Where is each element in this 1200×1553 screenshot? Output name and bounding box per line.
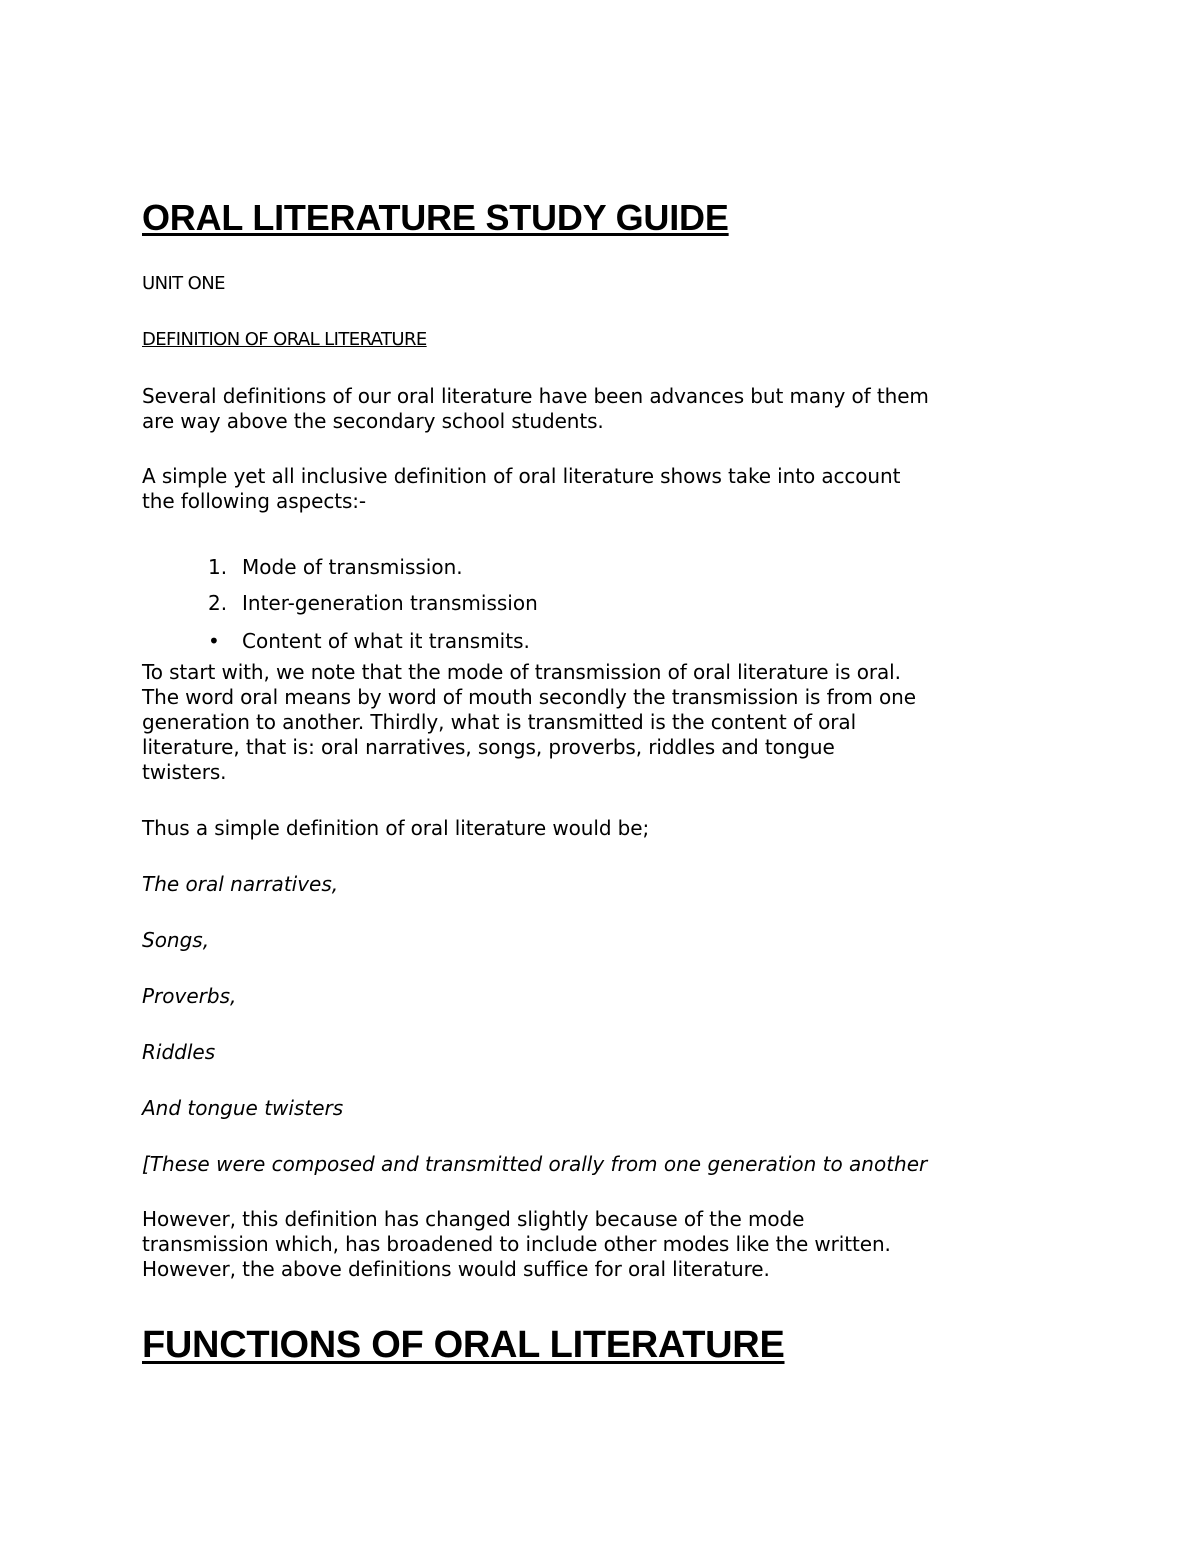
paragraph-explanation	[142, 660, 916, 785]
paragraph-line: the following aspects:-	[142, 489, 367, 513]
document-title: ORAL LITERATURE STUDY GUIDE	[142, 197, 729, 238]
paragraph-line: are way above the secondary school students.	[142, 409, 604, 433]
list-item-text: Content of what it transmits.	[242, 629, 530, 653]
list-marker: 1.	[208, 555, 228, 579]
list-item	[142, 588, 538, 624]
paragraph-intro	[142, 384, 929, 434]
paragraph-line: Several definitions of our oral literature have been advances but many of them	[142, 384, 929, 408]
definition-heading: DEFINITION OF ORAL LITERATURE	[142, 329, 427, 350]
list-item-text: Mode of transmission.	[242, 555, 463, 579]
bullet-icon: •	[208, 629, 220, 653]
paragraph-line: However, the above definitions would suffice for oral literature.	[142, 1257, 770, 1281]
paragraph-line: generation to another. Thirdly, what is transmitted is the content of oral	[142, 710, 857, 734]
list-item	[142, 552, 538, 588]
paragraph-aspects-intro	[142, 464, 900, 514]
paragraph-conclusion	[142, 1207, 891, 1282]
aspects-list	[142, 552, 538, 654]
paragraph-definition-lead: Thus a simple definition of oral literature would be;	[142, 816, 650, 840]
paragraph-line: transmission which, has broadened to include other modes like the written.	[142, 1232, 891, 1256]
unit-label: UNIT ONE	[142, 273, 225, 294]
definition-item: Proverbs,	[142, 984, 237, 1008]
definition-item: Riddles	[142, 1040, 216, 1064]
paragraph-line: literature, that is: oral narratives, songs, proverbs, riddles and tongue	[142, 735, 835, 759]
definition-item: And tongue twisters	[142, 1096, 344, 1120]
list-marker: 2.	[208, 591, 228, 615]
list-item	[142, 626, 538, 654]
paragraph-line: However, this definition has changed slightly because of the mode	[142, 1207, 805, 1231]
paragraph-line: twisters.	[142, 760, 227, 784]
functions-heading: FUNCTIONS OF ORAL LITERATURE	[142, 1324, 785, 1366]
paragraph-line: A simple yet all inclusive definition of oral literature shows take into account	[142, 464, 901, 488]
paragraph-line: To start with, we note that the mode of transmission of oral literature is oral.	[142, 660, 901, 684]
paragraph-line: The word oral means by word of mouth secondly the transmission is from one	[142, 685, 916, 709]
definition-item: Songs,	[142, 928, 210, 952]
definition-item: The oral narratives,	[142, 872, 339, 896]
definition-note: [These were composed and transmitted orally from one generation to another	[142, 1152, 928, 1176]
list-item-text: Inter-generation transmission	[242, 591, 538, 615]
